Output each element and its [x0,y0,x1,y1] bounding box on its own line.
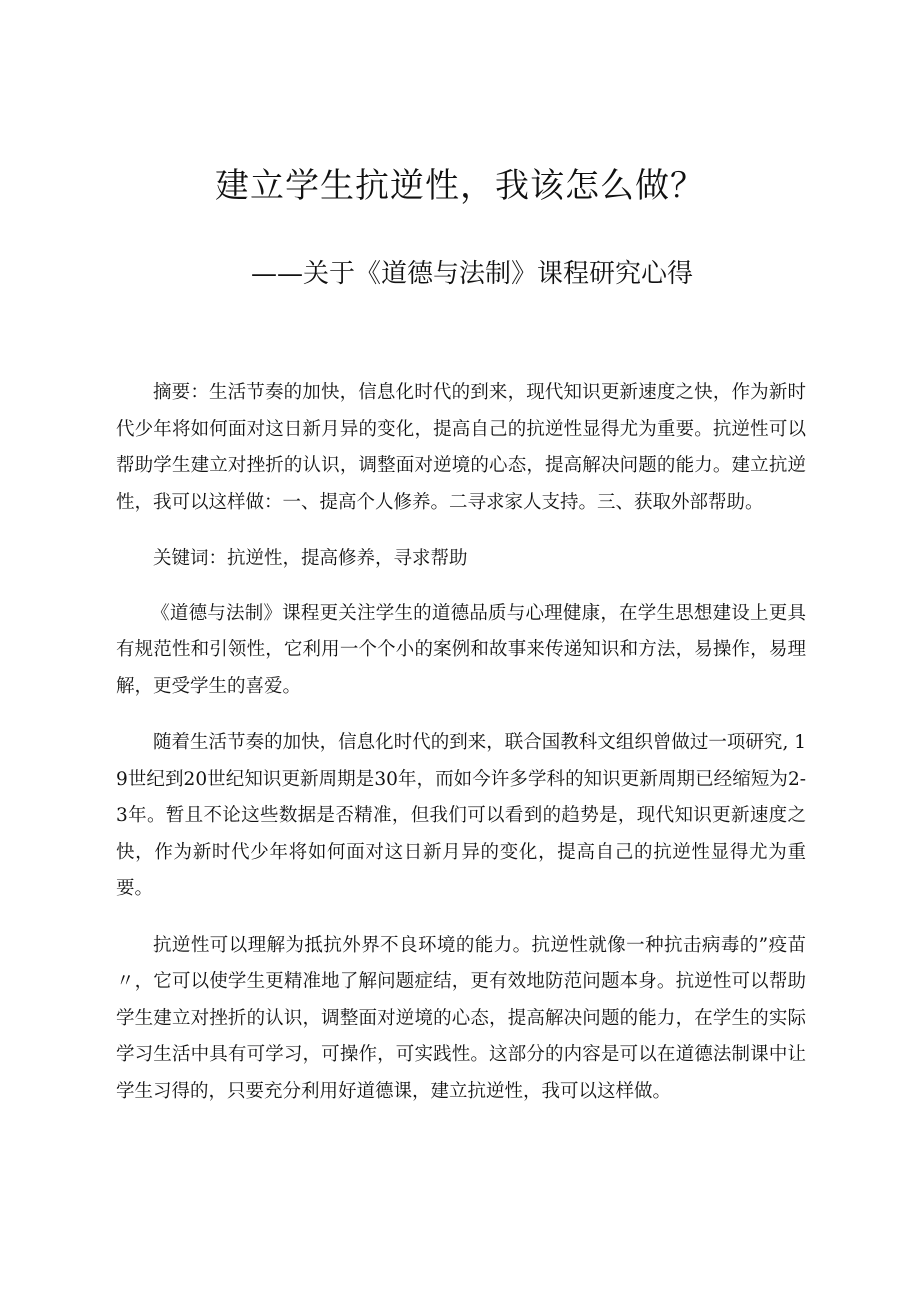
body-paragraph-resilience: 抗逆性可以理解为抵抗外界不良环境的能力。抗逆性就像一种抗击病毒的”疫苗〃，它可以使学生更精准地了解问题症结，更有效地防范问题本身。抗逆性可以帮助学生建立对挫折的认识，调整面对逆境的心态，提高解决问题的能力，在学生的实际学习生活中具有可学习，可操作，可实践性。这部分的内容是可以在道德法制课中让学生习得的，只要充分利用好道德课，建立抗逆性，我可以这样做。 [116,934,806,1102]
body-paragraph-knowledge: 随着生活节奏的加快，信息化时代的到来，联合国教科文组织曾做过一项研究, 19世纪到20世纪知识更新周期是30年，而如今许多学科的知识更新周期已经缩短为2-3年。暂且不论这些数据是否精准，但我们可以看到的趋势是，现代知识更新速度之快，作为新时代少年将如何面对这日新月异的变化，提高自己的抗逆性显得尤为重要。 [116,732,806,899]
abstract-paragraph: 摘要：生活节奏的加快，信息化时代的到来，现代知识更新速度之快，作为新时代少年将如何面对这日新月异的变化，提高自己的抗逆性显得尤为重要。抗逆性可以帮助学生建立对挫折的认识，调整面对逆境的心态，提高解决问题的能力。建立抗逆性，我可以这样做：一、提高个人修养。二寻求家人支持。三、获取外部帮助。 [116,382,806,513]
body-paragraph-course: 《道德与法制》课程更关注学生的道德品质与心理健康，在学生思想建设上更具有规范性和引领性，它利用一个个小的案例和故事来传递知识和方法，易操作，易理解，更受学生的喜爱。 [116,602,806,697]
keywords-paragraph: 关键词：抗逆性，提高修养，寻求帮助 [153,548,468,569]
document-body [116,375,806,1130]
document-title: 建立学生抗逆性，我该怎么做？ [215,166,705,206]
document-subtitle: ——关于《道德与法制》课程研究心得 [250,259,693,289]
